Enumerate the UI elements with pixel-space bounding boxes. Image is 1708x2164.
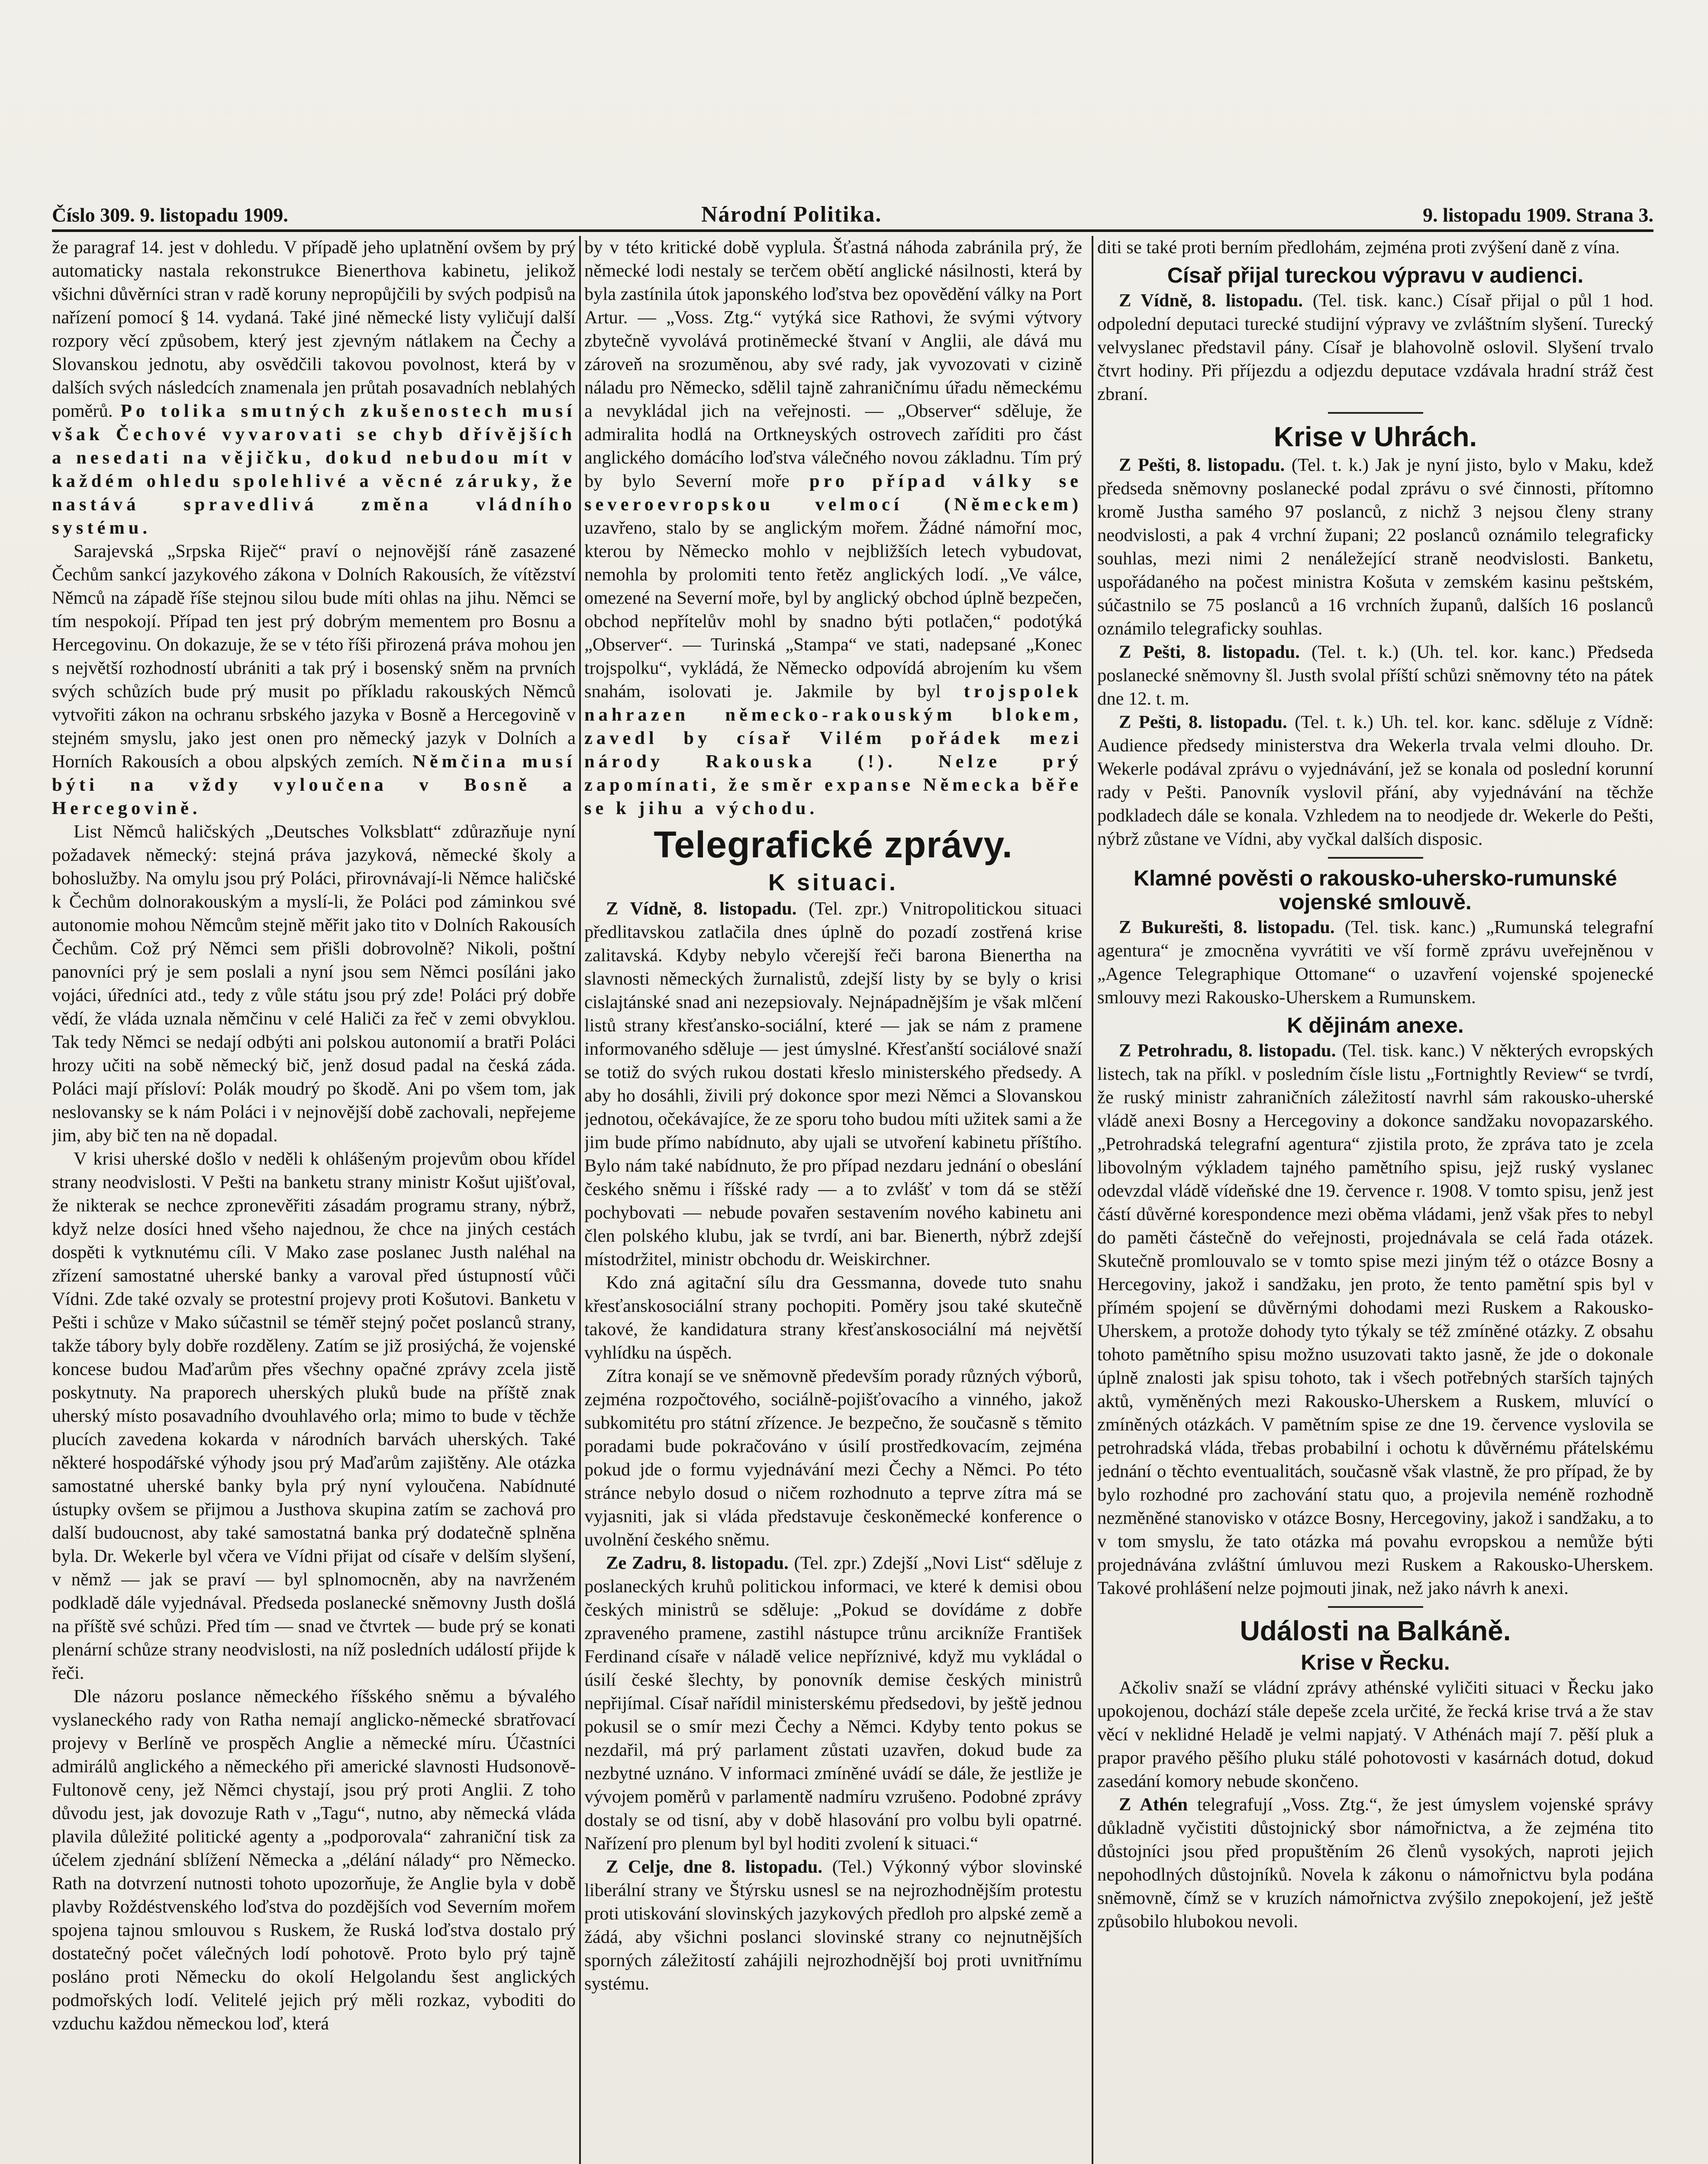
- dispatch: Z Bukurešti, 8. listopadu. (Tel. tisk. kanc.) „Rumunská telegrafní agentura“ je zmocněna vyvrátiti ve vší formě zprávu uveřejněnou v „Agence Telegraphique Ottomane“ o uzavření vojenské spojenecké smlouvy mezi Rakousko-Uherskem a Rumunskem.: [1097, 917, 1653, 1008]
- article-paragraph: Zítra konají se ve sněmovně především porady různých výborů, zejména rozpočtového, sociálně-pojišťovacího a vinného, jakož subkomitétu pro státní zřízence. Je bezpečno, že současně s těmito poradami bude pokračováno v úsilí prostředkovacím, zejména pokud jde o formu vyjednávání mezi Čechy a Němci. Po této stránce nebylo dosud o ničem rozhodnuto a teprve zítra má se vyjasniti, jak si vláda představuje českoněmecké konference o uvolnění českého sněmu.: [584, 1365, 1082, 1550]
- article-heading: Klamné pověsti o rakousko-uhersko-rumunské vojenské smlouvě.: [1134, 866, 1617, 915]
- dateline: Z Vídně, 8. listopadu.: [606, 898, 797, 919]
- newspaper-title: Národní Politika.: [701, 202, 882, 227]
- column-rule: [1092, 236, 1093, 2164]
- emphasized-text: Němčina musí býti na vždy vyloučena v Bosně a Hercegovině.: [52, 751, 576, 818]
- subheading: K situaci.: [768, 869, 899, 895]
- dateline: Z Athén: [1119, 1794, 1188, 1815]
- article-heading: Krise v Uhrách.: [1273, 421, 1477, 452]
- dateline: Z Petrohradu, 8. listopadu.: [1119, 1040, 1336, 1061]
- dateline: Z Pešti, 8. listopadu.: [1119, 642, 1300, 663]
- dispatch: Z Pešti, 8. listopadu. (Tel. t. k.) Jak je nyní jisto, bylo v Maku, kdež předseda sněmovny poslanecké podal zprávu o své činnosti, přítomno kromě Justha samého 97 poslanců, z nichž 3 nejsou členy strany neodvislosti, a pak 4 vrchní župani; 22 poslanců oznámilo telegraficky souhlas, mezi nimi 2 nenáležející straně neodvislosti. Banketu, uspořádaného na počest ministra Košuta v zemském kasinu peštském, súčastnilo se 75 poslanců a 16 vrchních županů, dalších 16 poslanců oznámilo telegraficky souhlas.: [1097, 455, 1653, 639]
- issue-number: Číslo 309. 9. listopadu 1909.: [52, 204, 288, 226]
- dateline: Z Pešti, 8. listopadu.: [1119, 712, 1287, 733]
- article-heading: Události na Balkáně.: [1240, 1615, 1511, 1647]
- dispatch: Z Vídně, 8. listopadu. (Tel. tisk. kanc.) Císař přijal o půl 1 hod. odpolední deputaci turecké studijní výpravy ve zvláštním slyšení. Turecký velvyslanec představil pány. Císař je blahovolně oslovil. Slyšení trvalo čtvrt hodiny. Při příjezdu a odjezdu deputace vzdávala hradní stráž čest zbraní.: [1097, 290, 1653, 404]
- article-paragraph: Kdo zná agitační sílu dra Gessmanna, dovede tuto snahu křesťanskosociální strany pochopiti. Poměry jsou také skutečně takové, že kandidatura strany křesťanskosociální má největší vyhlídku na úspěch.: [584, 1272, 1082, 1363]
- page-number: 9. listopadu 1909. Strana 3.: [1423, 204, 1653, 226]
- article-paragraph: by v této kritické době vyplula. Šťastná náhoda zabránila prý, že německé lodi nestaly se terčem obětí anglické násilnosti, která by byla zastínila útok japonského loďstva bez opovědění války na Port Artur. — „Voss. Ztg.“ vytýká sice Rathovi, že svými výtvory zbytečně vyvolává protiněmecké štvaní v Anglii, ale dává mu zároveň na srozuměnou, aby své rady, jak vyvozovati v cizině náladu pro Německo, sdělil tajně zahraničnímu úřadu německému a nevykládal jich na veřejnosti. — „Observer“ sděluje, že admiralita hodlá na Ortkneyských ostrovech zaříditi pro část anglického domácího loďstva válečného novou základnu. Tím prý by bylo Severní moře pro případ války se severoevropskou velmocí (Německem) uzavřeno, stalo by se anglickým mořem. Žádné námořní moc, kterou by Německo mohlo v nejbližších letech vybudovat, nemohla by prolomiti tento řetěz anglických lodí. „Ve válce, omezené na Severní moře, byl by anglický obchod úplně bezpečen, obchod nepřítelův mohl by snadno býti potlačen,“ podotýká „Observer“. — Turinská „Stampa“ ve stati, nadepsané „Konec trojspolku“, vykládá, že Německo odpovídá abrojením ku všem snahám, isolovati je. Jakmile by byl trojspolek nahrazen německo-rakouským blokem, zavedl by císař Vilém pořádek mezi národy Rakouska (!). Nelze prý zapomínati, že směr expanse Německa běře se k jihu a východu.: [584, 237, 1082, 818]
- dispatch: Z Athén telegrafují „Voss. Ztg.“, že jest úmyslem vojenské správy důkladně vyčistiti důstojnický sbor námořnictva, a že zejména tito důstojníci jsou před propuštěním 26 členů vysokých, naproti jejich nepohodlných důstojníků. Novela k zákonu o námořnictvu byla podána sněmovně, čímž se v kruzích námořnictva zvýšilo znepokojení, jež ještě způsobilo hlubokou nevoli.: [1097, 1794, 1653, 1932]
- column-3: [1097, 236, 1653, 2164]
- section-heading: Telegrafické zprávy.: [654, 824, 1013, 866]
- dateline: Z Celje, dne 8. listopadu.: [606, 1856, 822, 1877]
- dispatch: Z Petrohradu, 8. listopadu. (Tel. tisk. kanc.) V některých evropských listech, tak na příkl. v posledním čísle listu „Fortnightly Review“ se tvrdí, že ruský ministr zahraničních záležitostí navrhl sám rakousko-uherské vládě anexi Bosny a Hercegoviny a dokonce sandžaku novopazarského. „Petrohradská telegrafní agentura“ zjistila proto, že zpráva tato je zcela libovolným výkladem tajného pamětního spisu, jejž ruský vyslanec odevzdal vládě vídeňské dne 19. července r. 1908. V tomto spisu, jenž jest částí důvěrné korespondence mezi oběma vládami, jenž však přes to nebyl do paměti částečně do veřejnosti, projednávala se celá řada otázek. Skutečně promlouvalo se v tomto spise mezi jiným též o otázce Bosny a Hercegoviny, jakož i sandžaku, jen proto, že tento pamětní spis byl v přímém spojení se důvěrnými dohodami mezi Ruskem a Rakousko-Uherskem, a protože dohody tyto týkaly se též zmíněné otázky. Z obsahu tohoto pamětního spisu možno usuzovati takto jasně, že jde o dokonale úplně znalosti jak spisu tohoto, tak i všech potřebných starších tajných aktů, vyměněných mezi Rakousko-Uherskem a Ruskem, mluvící o zmíněných otázkách. V pamětním spise ze dne 19. července vyslovila se petrohradská vláda, třebas probabilní i ochotu k důvěrnému přátelskému jednání o těchto eventualitách, současně však vlastně, že pro případ, že by bylo rozhodné pro zachování statu quo, a projevila neméně rozhodně nezměněné stanovisko v otázce Bosny, Hercegoviny, jakož i sandžaku, a to v tom smyslu, že tato otázka má povahu evropskou a nemůže býti projednávána zvláštní úmluvou mezi Ruskem a Rakousko-Uherskem. Takové prohlášení nelze pojmouti jinak, než jako návrh k anexi.: [1097, 1040, 1653, 1599]
- dateline: Z Bukurešti, 8. listopadu.: [1119, 917, 1335, 938]
- dateline: Z Pešti, 8. listopadu.: [1119, 455, 1285, 476]
- dateline: Ze Zadru, 8. listopadu.: [606, 1552, 789, 1573]
- dateline: Z Vídně, 8. listopadu.: [1119, 290, 1303, 311]
- article-paragraph: Sarajevská „Srpska Riječ“ praví o nejnovější ráně zasazené Čechům sankcí jazykového zákona v Dolních Rakousích, že vítězství Němců na západě říše stejnou silou bude míti ohlas na jihu. Němci se tím nespokojí. Případ ten jest prý dobrým mementem pro Bosnu a Hercegovinu. On dokazuje, že se v této říši přirozená práva mohou jen s největší rozhodností ubrániti a tak prý i bosenský sněm na prvních svých schůzích bude prý musit po příkladu rakouských Němců vytvořiti zákon na ochranu srbského jazyka v Bosně a Hercegovině v stejném smyslu, jako jest onen pro německý jazyk v Dolních a Horních Rakousích a obou alpských zemích. Němčina musí býti na vždy vyloučena v Bosně a Hercegovině.: [52, 541, 576, 818]
- article-paragraph: List Němců haličských „Deutsches Volksblatt“ zdůrazňuje nyní požadavek německý: stejná práva jazyková, německé školy a bohoslužby. Na omylu jsou prý Poláci, přirovnávají-li Němce haličské k Čechům dolnorakouským a myslí-li, že Poláci pod záminkou své autonomie mohou Němcům stejně měřit jako tito v Dolních Rakousích Čechům. Což prý Němci sem přišli dobrovolně? Nikoli, poštní panovníci prý je sem poslali a nyní jsou sem Němci posíláni jako vojáci, úředníci atd., tedy z vůle státu jsou prý zde! Poláci prý dobře vědí, že vláda uznala němčinu v celé Haliči za řeč v zemi obvyklou. Tak tedy Němci se nedají odbýti ani polskou autonomií a bratři Poláci hrozy učiti na sobě německý bič, jenž dosud padal na česká záda. Poláci mají přísloví: Polák moudrý po škodě. Ani po všem tom, jak neslovansky se k nám Poláci i v nejnovější době zachovali, nepřejeme jim, aby bič ten na ně dopadal.: [52, 821, 576, 1146]
- article-heading: Císař přijal tureckou výpravu v audienci.: [1167, 263, 1584, 287]
- dispatch: Z Pešti, 8. listopadu. (Tel. t. k.) (Uh. tel. kor. kanc.) Předseda poslanecké sněmovny šl. Justh svolal příští schůzi sněmovny této na pátek dne 12. t. m.: [1097, 642, 1653, 709]
- article-paragraph: diti se také proti berním předlohám, zejména proti zvýšení daně z vína.: [1097, 237, 1620, 258]
- column-2: [584, 236, 1082, 2164]
- divider: [1328, 412, 1423, 414]
- masthead: [52, 203, 1653, 232]
- emphasized-text: trojspolek nahrazen německo-rakouským blokem, zavedl by císař Vilém pořádek mezi národy Rakouska (!). Nelze prý zapomínati, že směr expanse Německa běře se k jihu a východu.: [584, 681, 1082, 818]
- dispatch: Z Celje, dne 8. listopadu. (Tel.) Výkonný výbor slovinské liberální strany ve Štýrsku usnesl se na nejrozhodnějším protestu proti utiskování slovinských jazykových předloh pro alpské země a žádá, aby všichni poslanci slovinské strany co nejnutnějších sporných záležitostí zahájili nejrozhodnější boj proti uvnitřnímu systému.: [584, 1856, 1082, 1994]
- emphasized-text: pro případ války se severoevropskou velmocí (Německem): [584, 471, 1082, 515]
- dispatch: Z Pešti, 8. listopadu. (Tel. t. k.) Uh. tel. kor. kanc. sděluje z Vídně: Audience předsedy ministerstva dra Wekerla trvala velmi dlouho. Dr. Wekerle podával zprávu o vyjednávání, jež se konala od poslední korunní rady v Pešti. Panovník vyslovil přání, aby vyjednávání na těchže podkladech dále se konala. Vzhledem na to neodjede dr. Wekerle do Pešti, nýbrž zůstane ve Vídni, aby vyčkal dalších disposic.: [1097, 712, 1653, 850]
- column-1: [52, 236, 576, 2164]
- article-heading: K dějinám anexe.: [1287, 1013, 1464, 1038]
- emphasized-text: Po tolika smutných zkušenostech musí však Čechové vyvarovati se chyb dřívějších a nesedati na vějičku, dokud nebudou mít v každém ohledu spolehlivé a věcné záruky, že nastává spravedlivá změna vládního systému.: [52, 401, 576, 538]
- divider: [1328, 857, 1423, 859]
- divider: [1328, 1606, 1423, 1608]
- dispatch: Ze Zadru, 8. listopadu. (Tel. zpr.) Zdejší „Novi List“ sděluje z poslaneckých kruhů politickou informaci, ve které k demisi obou českých ministrů se sděluje: „Pokud se dovídáme z dobře zpraveného pramene, zastihl nástupce trůnu arcikníže František Ferdinand císaře v náladě velice nepříznivé, když mu vykládal o úsilí české šlechty, by ponovník demise českých ministrů nepřijímal. Císař nařídil ministerskému předsedovi, by ještě jednou pokusil se o smír mezi Čechy a Němci. Kdyby tento pokus se nezdařil, má prý parlament zůstati uzavřen, dokud bude za nezbytné uznáno. V informaci zmíněné uvádí se dále, že jestliže je vývojem poměrů v parlamentě nadmíru vzrušeno. Podobné zprávy dostaly se od tisní, aby v době hlasování pro volbu byli opatrné. Nařízení pro plenum byl byl hoditi zvolení k situaci.“: [584, 1552, 1082, 1854]
- dispatch: Z Vídně, 8. listopadu. (Tel. zpr.) Vnitropolitickou situaci předlitavskou zatlačila dnes úplně do pozadí zostřená krise zalitavská. Kdyby nebylo včerejší řeči barona Bienertha na slavnosti německých žurnalistů, zdejší listy by se byly o krisi cislajtánské snad ani nezepsiovaly. Nejnápadnějším je však mlčení listů strany křesťansko-sociální, které — jak se nám z pramene informovaného sděluje — jest úmyslné. Křesťanští sociálové snaží se totiž do svých rukou dostati křeslo ministerského předsedy. A aby ho dosáhli, živili prý dokonce spor mezi Němci a Slovanskou jednotou, očekávajíce, že ze sporu toho budou míti užitek sami a že jim bude přímo nabídnuto, aby ujali se utvoření kabinetu příštího. Bylo nám také nabídnuto, že pro případ nezdaru jednání o obeslání českého sněmu i říšské rady — a to zvlášť v tom dá se stěží pochybovati — nebude povařen sestavením nového kabinetu ani člen polského klubu, jak se tvrdí, ani bar. Bienerth, nýbrž zdejší místodržitel, ministr obchodu dr. Weiskirchner.: [584, 898, 1082, 1269]
- article-paragraph: Ačkoliv snaží se vládní zprávy athénské vyličiti situaci v Řecku jako upokojenou, dochází stále depeše zcela určité, že řecká krise trvá a že stav věcí v neklidné Heladě je velmi napjatý. V Athénách mají 7. pěší pluk a prapor pravého pěšího pluku stálé pohotovosti v kasárnách dotud, dokud zasedání komory nebude skončeno.: [1097, 1677, 1653, 1791]
- article-paragraph: V krisi uherské došlo v neděli k ohlášeným projevům obou křídel strany neodvislosti. V Pešti na banketu strany ministr Košut ujišťoval, že nikterak se nechce zpronevěřiti zásadám programu strany, nýbrž, když nelze dosíci hned všeho najednou, že chce na jiných cestách dospěti k vytknutému cíli. V Mako zase poslanec Justh naléhal na zřízení samostatné uherské banky a varoval před ústupností vůči Vídni. Zde také ozvaly se protestní projevy proti Košutovi. Banketu v Pešti i schůze v Mako súčastnil se téměř stejný počet poslanců strany, takže tábory byly dobře rozděleny. Zatím se již prosiýchá, že vojenské koncese budou Maďarům přes všechny opačné zprávy zcela jistě poskytnuty. Na praporech uherských pluků bude na příště znak uherský místo posavadního dvouhlavého orla; mimo to bude v těchže plucích zavedena kokarda v národních barvách uherských. Také některé hospodářské výhody jsou prý Maďarům zajištěny. Ale otázka samostatné uherské banky byla prý nyní vyloučena. Nabídnuté ústupky ovšem se přijmou a Justhova skupina zatím se zachová pro další budoucnost, aby také samostatná banka prý dodatečně splněna byla. Dr. Wekerle byl včera ve Vídni přijat od císaře v delším slyšení, v němž — jak se praví — byl splnomocněn, aby na navrženém podkladě dále vyjednával. Předseda poslanecké sněmovny Justh došlá na příště své schůzi. Před tím — snad ve čtvrtek — bude prý se konati plenární schůze strany neodvislosti, na níž posledních událostí přijde k řeči.: [52, 1149, 576, 1683]
- subheading: Krise v Řecku.: [1301, 1650, 1450, 1675]
- column-rule: [579, 236, 581, 2164]
- article-paragraph: že paragraf 14. jest v dohledu. V případě jeho uplatnění ovšem by prý automaticky nastala rekonstrukce Bienerthova kabinetu, jelikož všichni důvěrníci stran v radě koruny nepropůjčili by svých podpisů na nařízení pomocí § 14. vydaná. Také jiné německé listy vyličují další rozpory věcí způsobem, který jest zjevným nátlakem na Čechy a Slovanskou jednotu, aby osvědčili takovou povolnost, která by v dalších svých následcích znamenala jen průtah posavadních neblahých poměrů. Po tolika smutných zkušenostech musí však Čechové vyvarovati se chyb dřívějších a nesedati na vějičku, dokud nebudou mít v každém ohledu spolehlivé a věcné záruky, že nastává spravedlivá změna vládního systému.: [52, 237, 576, 538]
- article-paragraph: Dle názoru poslance německého říšského sněmu a bývalého vyslaneckého rady von Ratha nemají anglicko-německé sbratřovací projevy v Berlíně ve prospěch Anglie a německé míru. Účastníci admirálů anglického a německého při americké slavnosti Hudsonově-Fultonově ceny, jež Němci chystají, jsou prý proti Anglii. Z toho důvodu jest, jak dovozuje Rath v „Tagu“, nutno, aby německá vláda plavila důležité politické agenty a „podporovala“ zahraniční tisk za účelem zjednání sblížení Německa a „délání nálady“ pro Německo. Rath na dotvrzení nutnosti tohoto upozorňuje, že Anglie byla v době plavby Roždéstvenského loďstva do pozdějších vod Severním mořem spojena tajnou smlouvou s Ruskem, že Ruská loďstva dostalo prý dostatečný počet válečných lodí pohotově. Proto bylo prý tajně posláno proti Německu do okolí Helgolandu šest anglických podmořských lodí. Velitelé jejich prý měli rozkaz, vyboditi do vzduchu každou německou loď, která: [52, 1686, 576, 2034]
